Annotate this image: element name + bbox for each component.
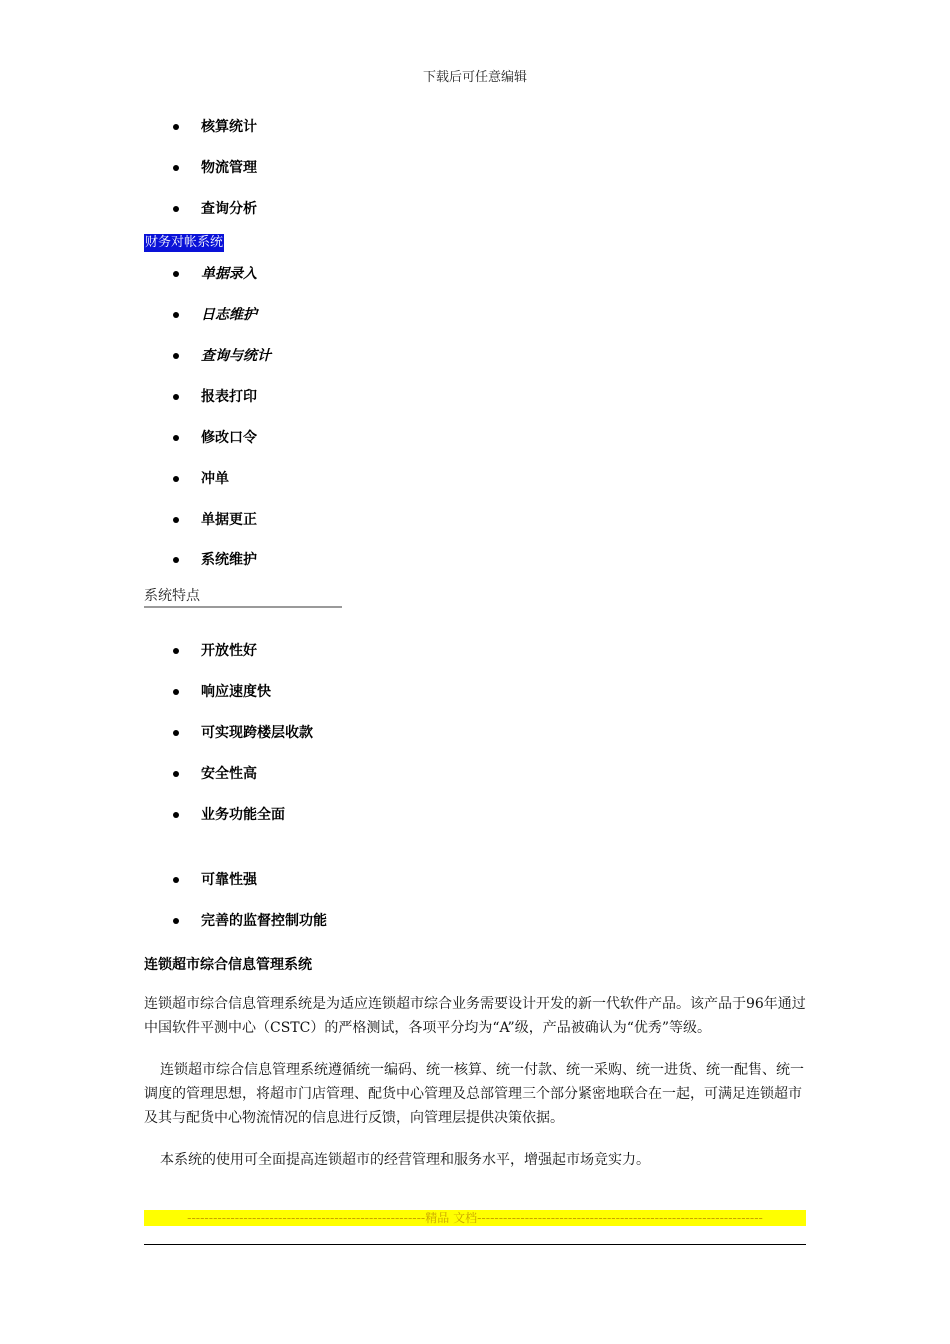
bullet-icon (173, 124, 179, 130)
chain-system-heading: 连锁超市综合信息管理系统 (144, 957, 312, 973)
bullet-icon (173, 312, 179, 318)
list-item-label: 响应速度快 (201, 684, 271, 700)
list-item-label: 核算统计 (201, 119, 257, 135)
list-item-label: 可实现跨楼层收款 (201, 725, 313, 741)
list-item-label: 日志维护 (201, 307, 257, 323)
list-item-label: 开放性好 (201, 643, 257, 659)
list-item-label: 单据更正 (201, 512, 257, 528)
bullet-icon (173, 812, 179, 818)
bullet-icon (173, 206, 179, 212)
bullet-icon (173, 435, 179, 441)
section-divider (144, 606, 342, 608)
bullet-icon (173, 394, 179, 400)
list-item-label: 完善的监督控制功能 (201, 913, 327, 929)
bullet-icon (173, 877, 179, 883)
footer-watermark-band: -------------------------------------------------------精品 文档------------------------------------------------------------------ (144, 1210, 806, 1226)
section-title-features: 系统特点 (144, 588, 200, 604)
section-title-finance: 财务对帐系统 (145, 235, 224, 250)
footer-divider (144, 1244, 806, 1245)
chain-system-paragraph-1: 连锁超市综合信息管理系统是为适应连锁超市综合业务需要设计开发的新一代软件产品。该产品于96年通过中国软件平测中心（CSTC）的严格测试，各项平分均为“A”级，产品被确认为“优秀”等级。 (144, 996, 806, 1036)
list-item-label: 安全性高 (201, 766, 257, 782)
chain-system-paragraph-2: 连锁超市综合信息管理系统遵循统一编码、统一核算、统一付款、统一采购、统一进货、统一配售、统一调度的管理思想，将超市门店管理、配货中心管理及总部管理三个部分紧密地联合在一起，可满足连锁超市及其与配货中心物流情况的信息进行反馈，向管理层提供决策依据。 (144, 1062, 804, 1126)
bullet-icon (173, 517, 179, 523)
bullet-icon (173, 918, 179, 924)
bullet-icon (173, 476, 179, 482)
list-item-label: 报表打印 (201, 389, 257, 405)
list-item-label: 查询与统计 (201, 348, 271, 364)
list-item-label: 物流管理 (201, 160, 257, 176)
bullet-icon (173, 730, 179, 736)
bullet-icon (173, 165, 179, 171)
bullet-icon (173, 271, 179, 277)
bullet-icon (173, 689, 179, 695)
list-item-label: 查询分析 (201, 201, 257, 217)
list-item-label: 修改口令 (201, 430, 257, 446)
bullet-icon (173, 353, 179, 359)
bullet-icon (173, 771, 179, 777)
list-item-label: 可靠性强 (201, 872, 257, 888)
bullet-icon (173, 648, 179, 654)
list-item-label: 单据录入 (201, 266, 257, 282)
chain-system-paragraph-3: 本系统的使用可全面提高连锁超市的经营管理和服务水平，增强起市场竞实力。 (160, 1152, 650, 1168)
bullet-icon (173, 557, 179, 563)
list-item-label: 冲单 (201, 471, 229, 487)
page-header-note: 下载后可任意编辑 (422, 70, 527, 85)
list-item-label: 系统维护 (201, 552, 257, 568)
list-item-label: 业务功能全面 (201, 807, 285, 823)
